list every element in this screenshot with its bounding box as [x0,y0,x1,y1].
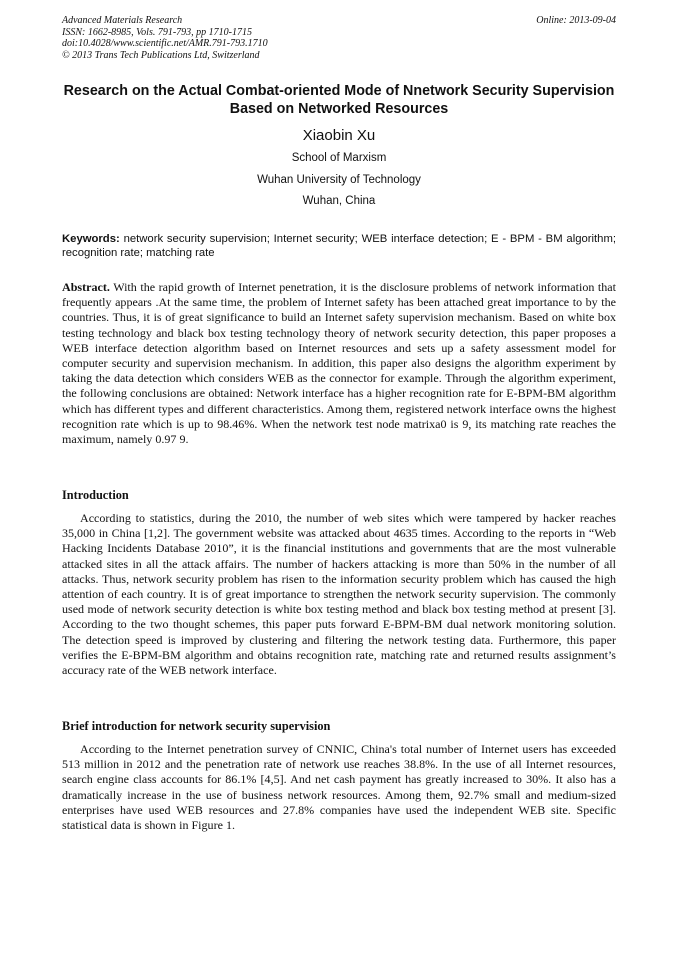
author-name: Xiaobin Xu [302,127,376,144]
keywords-block [62,232,616,260]
section-text-brief-introduction: According to the Internet penetration survey of CNNIC, China's total number of Internet users has exceeded 513 million in 2012 and the penetration rate of network use reaches 38.8%. In the use of all Internet resources, search engine class accounts for 86.1% [4,5]. And net cash payment has greatly increased to 30%. It also has a dramatically increase in the use of business network resources. Among them, 92.7% small and medium-sized enterprises have used WEB resources and 27.8% companies have used the independent WEB site. Specific statistical data is shown in Figure 1. [62,742,616,833]
section-text-introduction: According to statistics, during the 2010, the number of web sites which were tampered by hacker reaches 35,000 in China [1,2]. The government website was attacked about 4635 times. According to the reports in “Web Hacking Incidents Database 2010”, it is the financial institutions and governments that are the most vulnerable attacked sites in all the attack affairs. The number of hackers attacking is more than 50% in the number of all attacks. Thus, network security problem has risen to the information security problem which has caused the high attention of each country. It is of great importance to strengthen the network security supervision. The commonly used mode of network security detection is white box testing method and black box testing method at present [3]. According to the two thought schemes, this paper puts forward E-BPM-BM dual network monitoring solution. The detection speed is improved by clustering and filtering the network testing data. Furthermore, this paper verifies the E-BPM-BM algorithm and obtains recognition rate, matching rate and returned results assignment’s accuracy rate of the WEB network interface. [62,511,616,678]
abstract-text: With the rapid growth of Internet penetration, it is the disclosure problems of network information that frequently appears .At the same time, the problem of Internet safety has been attached great importance to by the countries. Thus, it is of great significance to build an Internet safety supervision mechanism. Based on white box testing technology and black box testing technology theory of network security detection, this paper proposes a WEB interface detection algorithm based on Internet resources and sets up a safety assessment model for computer security and supervision mechanism. In addition, this paper also designs the algorithm experiment by taking the data detection which considers WEB as the connector for example. Through the algorithm experiment, the following conclusions are obtained: Network interface has a higher recognition rate for E-BPM-BM algorithm which has different types and different characteristics. Among them, registered network interface owns the highest recognition rate which is up to 98.46%. When the network test node matrixa0 is 9, its matching rate reaches the maximum, namely 0.97 9. [62,280,616,447]
paper-title: Research on the Actual Combat-oriented Mode of Nnetwork Security Supervision Based on Networked Resources [63,83,615,117]
abstract-label: Abstract. [62,280,110,294]
affiliation-city: Wuhan, China [302,195,376,207]
journal-copyright: © 2013 Trans Tech Publications Ltd, Switzerland [62,49,260,61]
section-heading-introduction: Introduction [62,488,129,502]
section-heading-brief-introduction: Brief introduction for network security supervision [62,719,331,733]
abstract-block [62,280,616,447]
journal-issn: ISSN: 1662-8985, Vols. 791-793, pp 1710-1715 [62,26,252,38]
affiliation-university: Wuhan University of Technology [257,174,421,186]
keywords-label: Keywords: [62,233,120,245]
keywords-text: network security supervision; Internet security; WEB interface detection; E - BPM - BM algorithm; recognition rate; matching rate [62,233,617,259]
journal-header [62,15,268,61]
journal-name: Advanced Materials Research [62,15,183,26]
affiliation-school: School of Marxism [291,152,387,164]
online-date: Online: 2013-09-04 [536,15,616,26]
journal-doi: doi:10.4028/www.scientific.net/AMR.791-793.1710 [62,38,268,49]
